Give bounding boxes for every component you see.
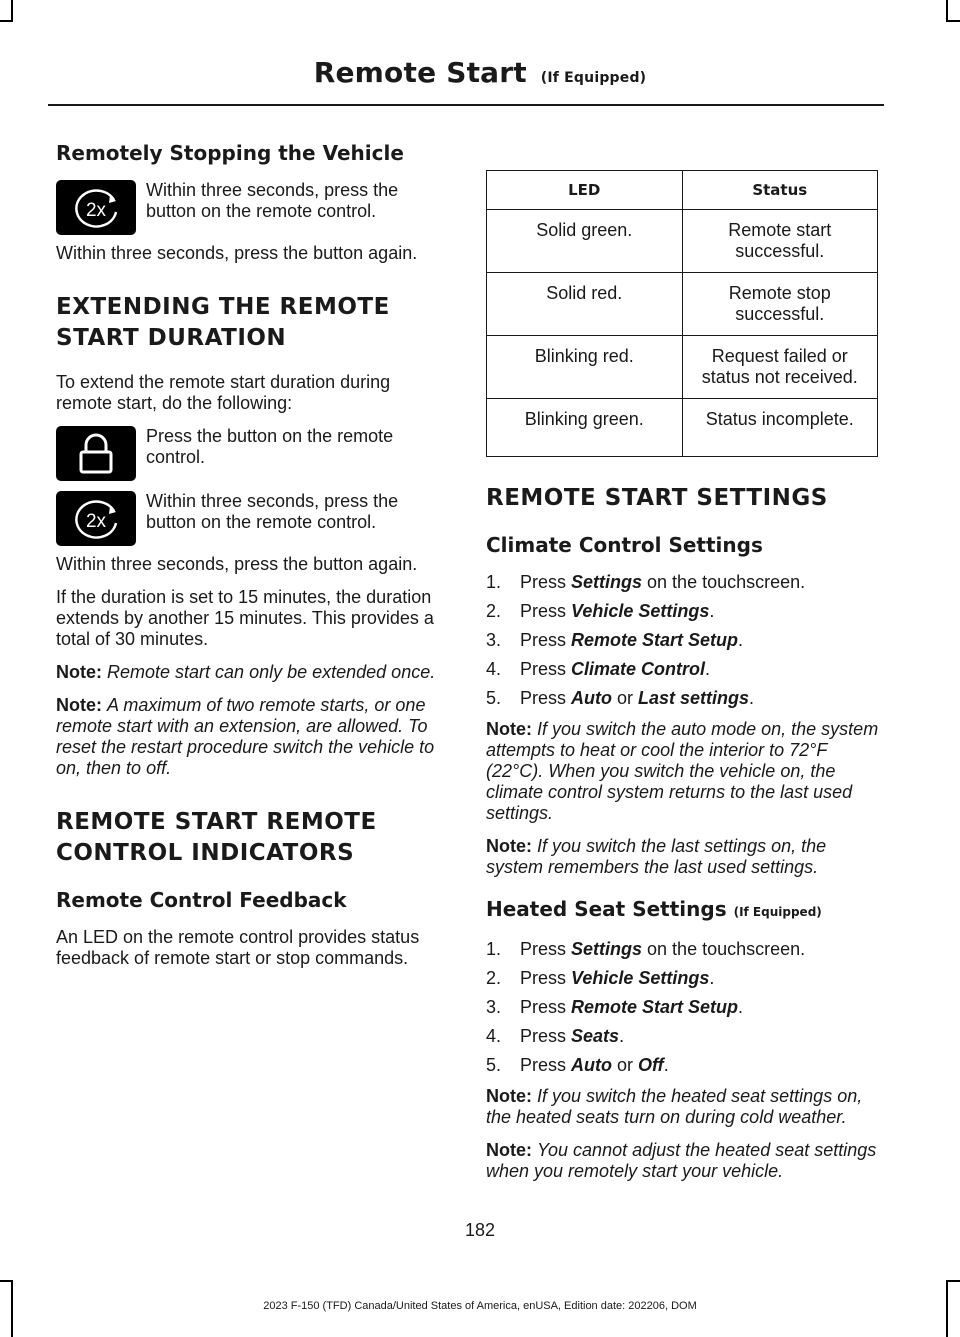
list-item: 4. Press Climate Control. — [486, 659, 711, 679]
list-item: 2. Press Vehicle Settings. — [486, 601, 715, 621]
double-press-icon — [56, 491, 136, 546]
lock-icon — [56, 426, 136, 481]
indicators-heading — [56, 807, 448, 869]
table-row — [487, 210, 878, 273]
table-cell: Blinking red. — [487, 336, 683, 399]
climate-heading: Climate Control Settings — [486, 533, 763, 557]
extend-heading-line2: START DURATION — [56, 325, 287, 351]
note-label: Note: — [56, 695, 102, 715]
table-cell: Remote stop successful. — [682, 273, 878, 336]
extend-heading — [56, 292, 448, 354]
indicators-heading-line1: REMOTE START REMOTE — [56, 809, 377, 835]
extend-press: Press the button on the remote control. — [146, 426, 394, 467]
seat-note-2: Note: You cannot adjust the heated seat settings when you remotely start your vehicle. — [486, 1140, 877, 1181]
note-1 — [56, 662, 448, 683]
header-rule — [48, 104, 884, 106]
climate-note-1: Note: If you switch the auto mode on, the system attempts to heat or cool the interior to 72°F (22°C). When you switch the vehicle on, the climate control system returns to the last used settings. — [486, 719, 879, 823]
led-status-table — [486, 170, 878, 457]
list-item: 1. Press Settings on the touchscreen. — [486, 572, 806, 592]
table-cell: Status incomplete. — [682, 399, 878, 457]
right-column — [486, 140, 880, 1194]
crop-mark — [946, 20, 960, 22]
page-title-text: Remote Start — [313, 56, 527, 89]
table-header-status: Status — [682, 171, 878, 210]
double-press-icon — [56, 180, 136, 235]
double-press-icon-text: 2x — [85, 199, 107, 221]
table-header-row — [487, 171, 878, 210]
double-press-icon-text: 2x — [85, 510, 107, 532]
extend-within: Within three seconds, press the button on the remote control. — [146, 491, 399, 532]
extend-intro: To extend the remote start duration during remote start, do the following: — [56, 372, 391, 413]
note-1-text: Remote start can only be extended once. — [107, 662, 436, 682]
climate-note-2: Note: If you switch the last settings on, the system remembers the last used settings. — [486, 836, 827, 877]
table-row — [487, 399, 878, 457]
table-row — [487, 336, 878, 399]
crop-mark — [946, 0, 948, 22]
crop-mark — [0, 20, 13, 22]
list-item: 4. Press Seats. — [486, 1026, 625, 1046]
extend-again: Within three seconds, press the button again. — [56, 554, 418, 574]
extend-lock-row — [56, 426, 448, 481]
extend-duration: If the duration is set to 15 minutes, the duration extends by another 15 minutes. This provides a total of 30 minutes. — [56, 587, 434, 649]
feedback-text: An LED on the remote control provides status feedback of remote start or stop commands. — [56, 927, 420, 968]
stop-heading: Remotely Stopping the Vehicle — [56, 141, 404, 165]
table-cell: Solid green. — [487, 210, 683, 273]
left-column — [56, 140, 448, 981]
list-item: 3. Press Remote Start Setup. — [486, 630, 744, 650]
footer-text: 2023 F-150 (TFD) Canada/United States of America, enUSA, Edition date: 202206, DOM — [263, 1300, 697, 1312]
extend-heading-line1: EXTENDING THE REMOTE — [56, 294, 390, 320]
table-header-led: LED — [487, 171, 683, 210]
table-row — [487, 273, 878, 336]
stop-icon-row — [56, 180, 448, 235]
crop-mark — [0, 1280, 13, 1282]
stop-instruction: Within three seconds, press the button on the remote control. — [146, 180, 399, 221]
page-number: 182 — [464, 1220, 496, 1240]
list-item: 3. Press Remote Start Setup. — [486, 997, 744, 1017]
indicators-heading-line2: CONTROL INDICATORS — [56, 840, 355, 866]
crop-mark — [11, 0, 13, 22]
table-cell: Blinking green. — [487, 399, 683, 457]
list-item: 2. Press Vehicle Settings. — [486, 968, 715, 988]
seat-heading-text: Heated Seat Settings — [486, 897, 727, 921]
extend-double-row — [56, 491, 448, 546]
page-title — [0, 56, 960, 89]
seat-heading — [486, 896, 880, 925]
settings-heading: REMOTE START SETTINGS — [486, 485, 828, 511]
feedback-heading: Remote Control Feedback — [56, 888, 347, 912]
list-item: 5. Press Auto or Off. — [486, 1055, 669, 1075]
note-2-text: A maximum of two remote starts, or one remote start with an extension, are allowed. To reset the restart procedure switch the vehicle to on, then to off. — [56, 695, 435, 778]
page-title-qualifier: (If Equipped) — [540, 70, 647, 86]
seat-steps — [486, 939, 880, 1076]
seat-heading-qualifier: (If Equipped) — [733, 905, 822, 919]
note-2 — [56, 695, 448, 779]
stop-again: Within three seconds, press the button again. — [56, 243, 418, 263]
list-item: 5. Press Auto or Last settings. — [486, 688, 755, 708]
note-label: Note: — [56, 662, 102, 682]
table-cell: Solid red. — [487, 273, 683, 336]
seat-note-1: Note: If you switch the heated seat settings on, the heated seats turn on during cold weather. — [486, 1086, 863, 1127]
crop-mark — [946, 1280, 960, 1282]
table-cell: Remote start successful. — [682, 210, 878, 273]
climate-steps — [486, 572, 880, 709]
list-item: 1. Press Settings on the touchscreen. — [486, 939, 806, 959]
table-cell: Request failed or status not received. — [682, 336, 878, 399]
